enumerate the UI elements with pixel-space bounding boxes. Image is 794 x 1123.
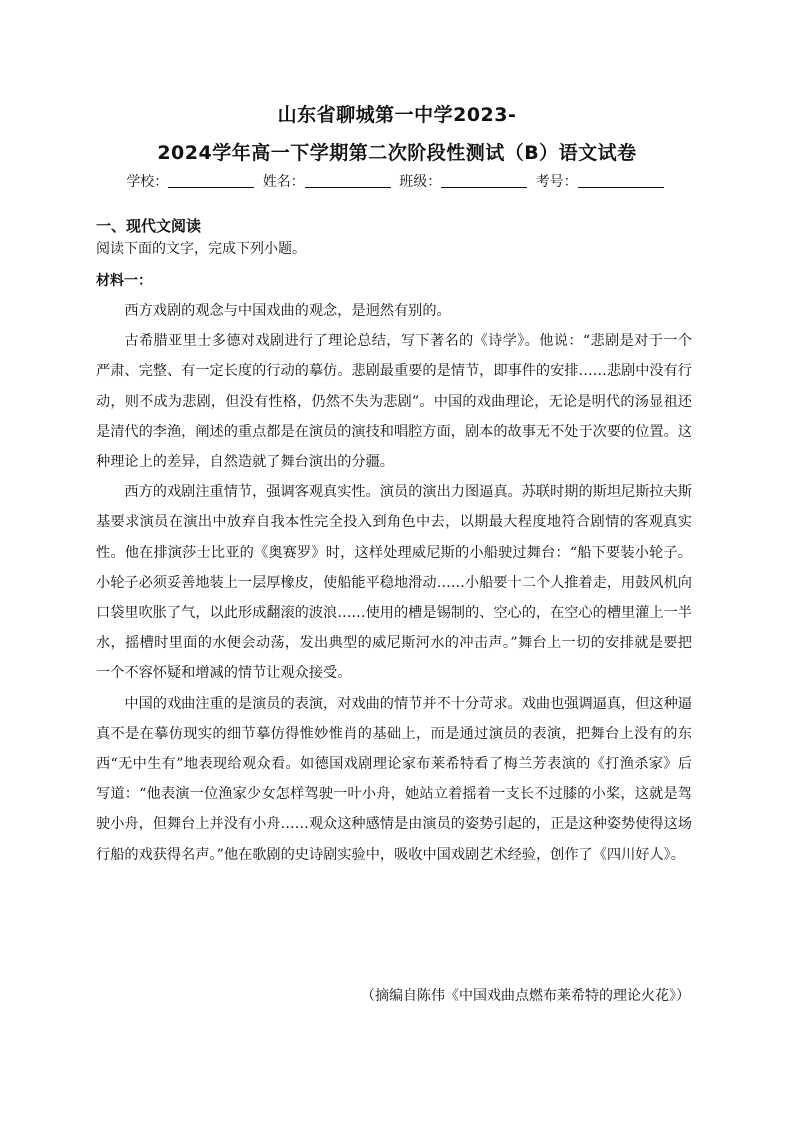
passage-paragraph: 古希腊亚里士多德对戏剧进行了理论总结，写下著名的《诗学》。他说：“悲剧是对于一个严肃、完整、有一定长度的行动的摹仿。悲剧最重要的是情节，即事件的安排……悲剧中没有行动，则不成为悲剧，但没有性格，仍然不失为悲剧”。中国的戏曲理论，无论是明代的汤显祖还是清代的李渔，阐述的重点都是在演员的演技和唱腔方面，剧本的故事无不处于次要的位置。这种理论上的差异，自然造就了舞台演出的分疆。: [96, 333, 692, 471]
class-label: 班级：: [399, 174, 442, 190]
exam-title-line-1: 山东省聊城第一中学2023-: [277, 104, 517, 126]
student-info-row: [0, 171, 794, 191]
material-label: 材料一：: [96, 273, 152, 289]
exam-number-label: 考号：: [535, 174, 578, 190]
name-label: 姓名：: [262, 174, 305, 190]
section-instruction: 阅读下面的文字，完成下列小题。: [96, 241, 306, 257]
class-blank[interactable]: [441, 173, 527, 188]
exam-number-blank[interactable]: [578, 173, 664, 188]
passage-paragraph: 中国的戏曲注重的是演员的表演，对戏曲的情节并不十分苛求。戏曲也强调逼真，但这种逼真不是在摹仿现实的细节摹仿得惟妙惟肖的基础上，而是通过演员的表演，把舞台上没有的东西“无中生有”地表现给观众看。如德国戏剧理论家布莱希特看了梅兰芳表演的《打渔杀家》后写道：“他表演一位渔家少女怎样驾驶一叶小舟，她站立着摇着一支长不过膝的小桨，这就是驾驶小舟，但舞台上并没有小舟……观众这种感情是由演员的姿势引起的，正是这种姿势使得这场行船的戏获得名声。”他在歌剧的史诗剧实验中，吸收中国戏剧艺术经验，创作了《四川好人》。: [96, 695, 692, 863]
reading-passage: [96, 296, 692, 870]
passage-paragraph: 西方戏剧的观念与中国戏曲的观念，是迥然有别的。: [124, 303, 451, 319]
passage-paragraph: 西方的戏剧注重情节，强调客观真实性。演员的演出力图逼真。苏联时期的斯坦尼斯拉夫斯基要求演员在演出中放弃自我本性完全投入到角色中去，以期最大程度地符合剧情的客观真实性。他在排演莎士比亚的《奥赛罗》时，这样处理威尼斯的小船驶过舞台：“船下要装小轮子。小轮子必须妥善地装上一层厚橡皮，使船能平稳地滑动……小船要十二个人推着走，用鼓风机向口袋里吹胀了气，以此形成翻滚的波浪……使用的槽是锡制的、空心的，在空心的槽里灌上一半水，摇槽时里面的水便会动荡，发出典型的威尼斯河水的冲击声。”舞台上一切的安排就是要把一个不容怀疑和增减的情节让观众接受。: [96, 484, 692, 682]
section-heading: 一、现代文阅读: [96, 217, 202, 235]
source-citation: （摘编自陈伟《中国戏曲点燃布莱希特的理论火花》）: [361, 988, 690, 1004]
school-label: 学校：: [126, 174, 169, 190]
exam-title-line-2: 2024学年高一下学期第二次阶段性测试（B）语文试卷: [157, 142, 637, 164]
school-blank[interactable]: [168, 173, 254, 188]
name-blank[interactable]: [305, 173, 391, 188]
